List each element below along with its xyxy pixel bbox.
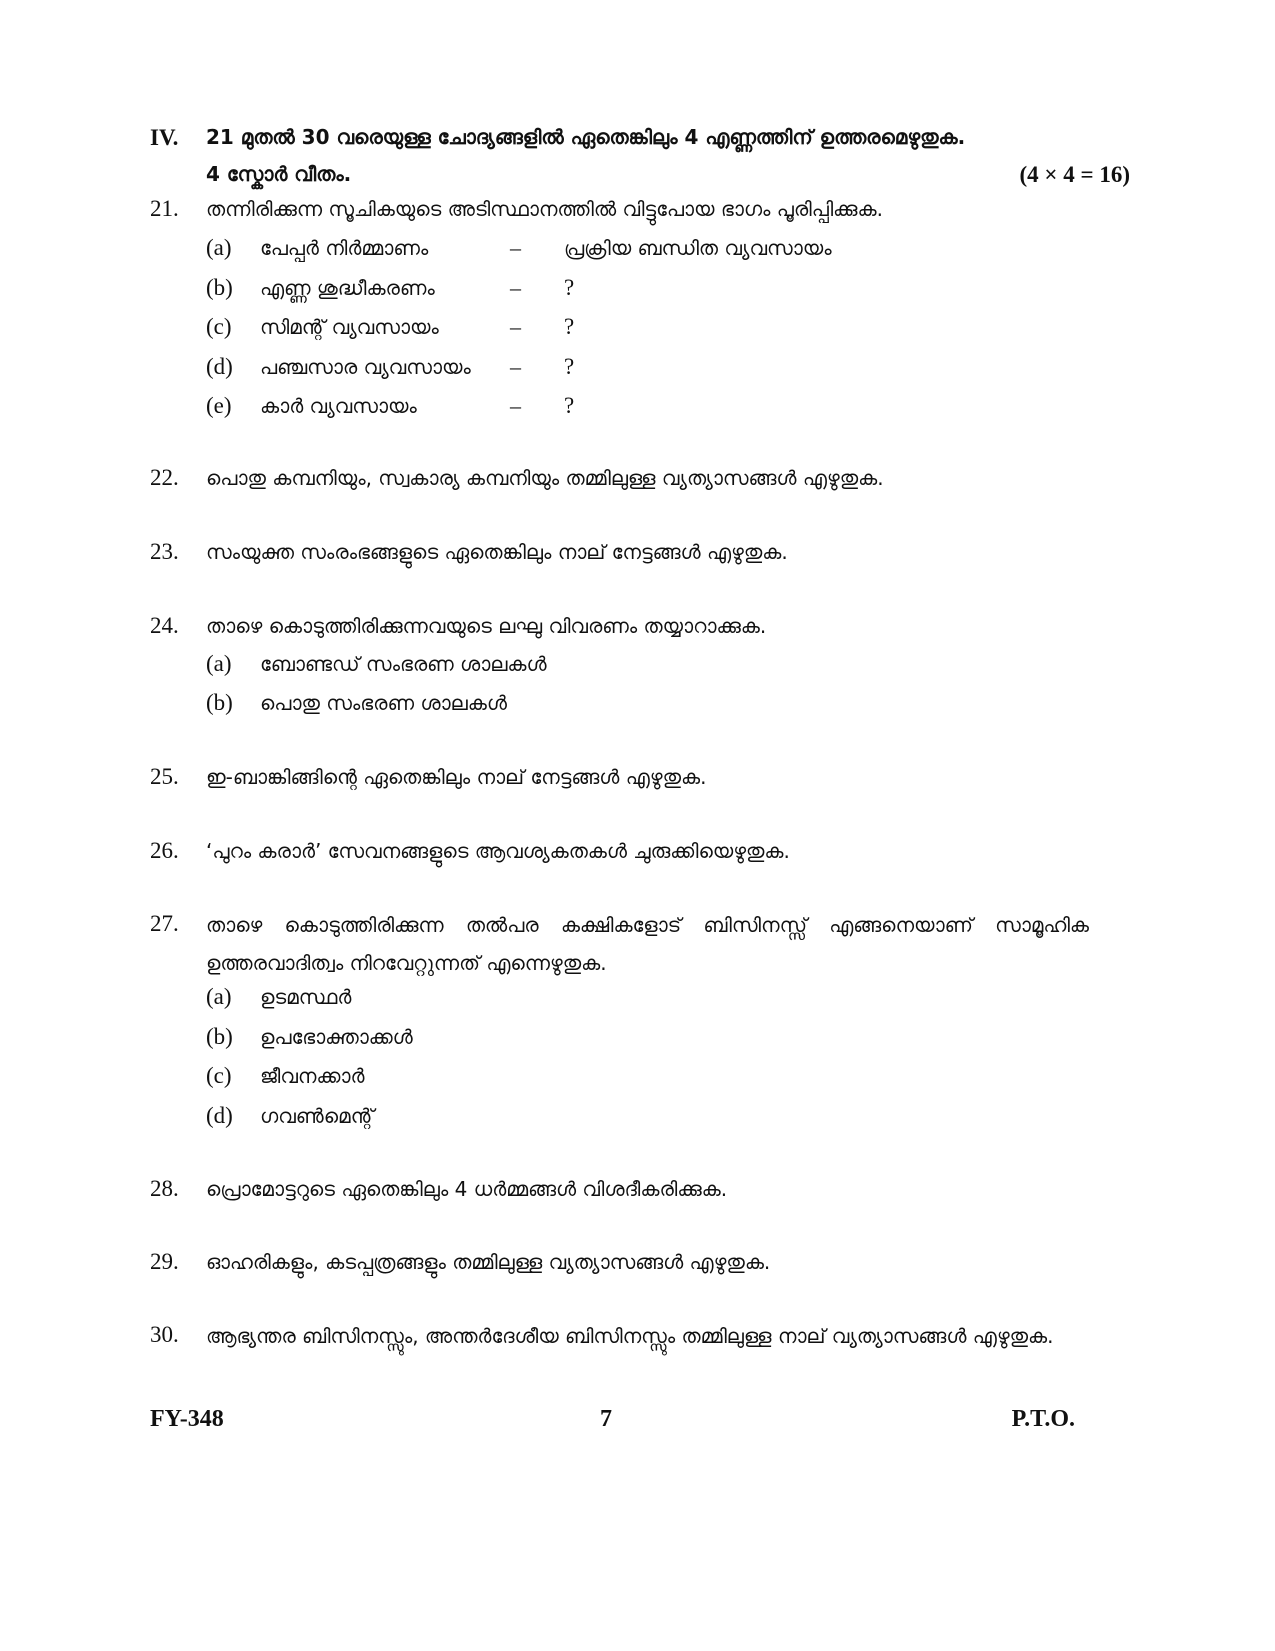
option-text: സിമന്റ് വ്യവസായം bbox=[260, 315, 439, 339]
page-number: 7 bbox=[600, 1406, 612, 1432]
question-text: ഇ-ബാങ്കിങ്ങിന്റെ ഏതെങ്കിലും നാല് നേട്ടങ്ങൾ എഴുതുക. bbox=[206, 765, 707, 789]
question-text: ‘പുറം കരാർ’ സേവനങ്ങളുടെ ആവശ്യകതകൾ ചുരുക്കിയെഴുതുക. bbox=[206, 839, 790, 863]
question-30 bbox=[150, 1317, 1090, 1393]
option-dash: – bbox=[510, 314, 521, 339]
option-text: ജീവനക്കാർ bbox=[260, 1064, 365, 1088]
option-dash: – bbox=[510, 393, 521, 418]
question-number: 21. bbox=[150, 196, 179, 221]
option-label: (a) bbox=[206, 984, 232, 1009]
option-value: ? bbox=[564, 314, 575, 339]
option-label: (b) bbox=[206, 275, 233, 300]
question-number: 22. bbox=[150, 465, 179, 490]
option-text: ഉപഭോക്താക്കൾ bbox=[260, 1025, 413, 1049]
option-text: പേപ്പർ നിർമ്മാണം bbox=[260, 236, 429, 260]
option-text: കാർ വ്യവസായം bbox=[260, 394, 417, 418]
option-label: (c) bbox=[206, 314, 232, 339]
question-text: താഴെ കൊടുത്തിരിക്കുന്നവയുടെ ലഘു വിവരണം തയ്യാറാക്കുക. bbox=[206, 614, 767, 638]
question-number: 30. bbox=[150, 1322, 179, 1347]
question-27 bbox=[150, 906, 1090, 1136]
paper-code: FY-348 bbox=[150, 1406, 224, 1432]
option-label: (b) bbox=[206, 1024, 233, 1049]
question-number: 28. bbox=[150, 1176, 179, 1201]
option-dash: – bbox=[510, 235, 521, 260]
section-number: IV. bbox=[150, 125, 179, 150]
section-instruction-line bbox=[150, 119, 1130, 156]
option-label: (d) bbox=[206, 354, 233, 379]
option-label: (a) bbox=[206, 651, 232, 676]
option-text: എണ്ണ ശുദ്ധീകരണം bbox=[260, 276, 435, 300]
question-22 bbox=[150, 460, 1090, 496]
option-text: പൊതു സംഭരണ ശാലകൾ bbox=[260, 691, 507, 715]
question-text: ആഭ്യന്തര ബിസിനസ്സും, അന്തർദേശീയ ബിസിനസ്സും തമ്മിലുള്ള നാല് വ്യത്യാസങ്ങൾ എഴുതുക. bbox=[206, 1324, 1054, 1348]
question-text: ഓഹരികളും, കടപ്പത്രങ്ങളും തമ്മിലുള്ള വ്യത്യാസങ്ങൾ എഴുതുക. bbox=[206, 1250, 771, 1274]
question-number: 25. bbox=[150, 764, 179, 789]
question-24 bbox=[150, 608, 1090, 720]
question-23 bbox=[150, 534, 1090, 570]
question-number: 23. bbox=[150, 539, 179, 564]
section-instruction: 21 മുതൽ 30 വരെയുള്ള ചോദ്യങ്ങളിൽ ഏതെങ്കിലും 4 എണ്ണത്തിന് ഉത്തരമെഴുതുക. bbox=[206, 125, 966, 149]
section-marks: (4 × 4 = 16) bbox=[1019, 162, 1130, 187]
section-header bbox=[150, 119, 1130, 193]
question-text: താഴെ കൊടുത്തിരിക്കുന്ന തൽപര കക്ഷികളോട് ബിസിനസ്സ് എങ്ങനെയാണ് സാമൂഹിക ഉത്തരവാദിത്വം നിറവേറ്റുന്നത് എന്നെഴുതുക. bbox=[206, 913, 1089, 975]
option-value: പ്രക്രിയ ബന്ധിത വ്യവസായം bbox=[564, 236, 832, 260]
question-text: സംയുക്ത സംരംഭങ്ങളുടെ ഏതെങ്കിലും നാല് നേട്ടങ്ങൾ എഴുതുക. bbox=[206, 540, 788, 564]
question-text: പ്രൊമോട്ടറുടെ ഏതെങ്കിലും 4 ധർമ്മങ്ങൾ വിശദീകരിക്കുക. bbox=[206, 1177, 728, 1201]
page-footer bbox=[150, 1401, 1075, 1437]
option-value: ? bbox=[564, 275, 575, 300]
option-text: പഞ്ചസാര വ്യവസായം bbox=[260, 355, 471, 379]
option-text: ഗവൺമെന്റ് bbox=[260, 1104, 375, 1128]
question-number: 26. bbox=[150, 838, 179, 863]
question-25 bbox=[150, 759, 1090, 795]
pto-label: P.T.O. bbox=[1011, 1406, 1075, 1432]
question-number: 29. bbox=[150, 1249, 179, 1274]
option-label: (d) bbox=[206, 1103, 233, 1128]
section-score-note: 4 സ്കോർ വീതം. bbox=[206, 162, 352, 186]
question-number: 24. bbox=[150, 613, 179, 638]
question-text: പൊതു കമ്പനിയും, സ്വകാര്യ കമ്പനിയും തമ്മിലുള്ള വ്യത്യാസങ്ങൾ എഴുതുക. bbox=[206, 466, 884, 490]
question-21 bbox=[150, 191, 1090, 421]
option-label: (c) bbox=[206, 1063, 232, 1088]
question-number: 27. bbox=[150, 911, 179, 936]
option-value: ? bbox=[564, 354, 575, 379]
option-label: (e) bbox=[206, 393, 232, 418]
question-26 bbox=[150, 833, 1090, 869]
option-label: (a) bbox=[206, 235, 232, 260]
option-text: ബോണ്ടഡ് സംഭരണ ശാലകൾ bbox=[260, 652, 547, 676]
question-text: തന്നിരിക്കുന്ന സൂചികയുടെ അടിസ്ഥാനത്തിൽ വിട്ടുപോയ ഭാഗം പൂരിപ്പിക്കുക. bbox=[206, 197, 883, 221]
option-label: (b) bbox=[206, 690, 233, 715]
option-dash: – bbox=[510, 275, 521, 300]
section-score-line bbox=[150, 156, 1130, 193]
question-28 bbox=[150, 1171, 1090, 1207]
option-dash: – bbox=[510, 354, 521, 379]
question-29 bbox=[150, 1244, 1090, 1280]
option-text: ഉടമസ്ഥർ bbox=[260, 985, 352, 1009]
option-value: ? bbox=[564, 393, 575, 418]
